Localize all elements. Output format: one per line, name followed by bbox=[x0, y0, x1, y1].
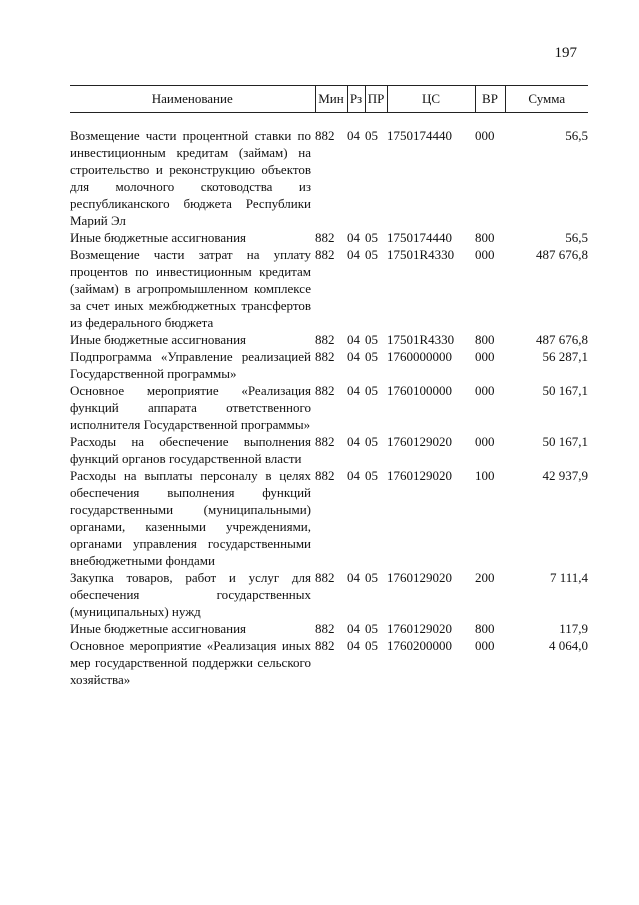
row-rz: 04 bbox=[347, 383, 360, 398]
row-rz: 04 bbox=[347, 468, 360, 483]
row-vr: 800 bbox=[475, 230, 495, 245]
row-name: Закупка товаров, работ и услуг для обеспечения государственных (муниципальных) нужд bbox=[70, 570, 311, 619]
row-pr: 05 bbox=[365, 468, 378, 483]
table-row bbox=[70, 246, 588, 331]
row-sum: 7 111,4 bbox=[549, 570, 588, 585]
row-sum: 487 676,8 bbox=[536, 247, 588, 262]
row-cs: 17501R4330 bbox=[387, 247, 455, 262]
row-vr: 000 bbox=[475, 434, 495, 449]
row-rz: 04 bbox=[347, 349, 360, 364]
header-sum: Сумма bbox=[505, 86, 588, 113]
row-min: 882 bbox=[315, 570, 335, 585]
table-body bbox=[70, 113, 588, 689]
row-vr: 000 bbox=[475, 128, 495, 143]
row-min: 882 bbox=[315, 332, 335, 347]
row-min: 882 bbox=[315, 230, 335, 245]
header-cs: ЦС bbox=[387, 86, 475, 113]
row-pr: 05 bbox=[365, 230, 378, 245]
row-min: 882 bbox=[315, 621, 335, 636]
row-pr: 05 bbox=[365, 570, 378, 585]
row-vr: 800 bbox=[475, 332, 495, 347]
row-min: 882 bbox=[315, 383, 335, 398]
table-row bbox=[70, 637, 588, 688]
row-pr: 05 bbox=[365, 332, 378, 347]
table-header bbox=[70, 86, 588, 113]
table-row bbox=[70, 127, 588, 229]
row-name: Иные бюджетные ассигнования bbox=[70, 332, 247, 347]
row-cs: 17501R4330 bbox=[387, 332, 455, 347]
row-cs: 1750174440 bbox=[387, 230, 452, 245]
row-cs: 1760000000 bbox=[387, 349, 452, 364]
row-cs: 1760129020 bbox=[387, 434, 452, 449]
row-pr: 05 bbox=[365, 128, 378, 143]
row-cs: 1760100000 bbox=[387, 383, 452, 398]
table-row bbox=[70, 382, 588, 433]
row-cs: 1760129020 bbox=[387, 621, 452, 636]
row-min: 882 bbox=[315, 128, 335, 143]
header-name: Наименование bbox=[70, 86, 315, 113]
row-cs: 1760200000 bbox=[387, 638, 452, 653]
row-name: Иные бюджетные ассигнования bbox=[70, 621, 247, 636]
row-pr: 05 bbox=[365, 621, 378, 636]
row-cs: 1750174440 bbox=[387, 128, 452, 143]
row-vr: 000 bbox=[475, 247, 495, 262]
row-rz: 04 bbox=[347, 128, 360, 143]
header-vr: ВР bbox=[475, 86, 505, 113]
row-name: Основное мероприятие «Реализация иных мер государственной поддержки сельского хозяйства» bbox=[70, 638, 311, 687]
row-vr: 200 bbox=[475, 570, 495, 585]
row-vr: 000 bbox=[475, 638, 495, 653]
row-pr: 05 bbox=[365, 434, 378, 449]
row-pr: 05 bbox=[365, 638, 378, 653]
row-name: Возмещение части затрат на уплату процентов по инвестиционным кредитам (займам) в агропромышленном комплексе за счет иных межбюджетных трансфертов из федерального бюджета bbox=[70, 247, 311, 330]
row-vr: 000 bbox=[475, 383, 495, 398]
row-rz: 04 bbox=[347, 570, 360, 585]
header-pr: ПР bbox=[365, 86, 387, 113]
row-min: 882 bbox=[315, 247, 335, 262]
row-sum: 117,9 bbox=[559, 621, 588, 636]
row-rz: 04 bbox=[347, 638, 360, 653]
row-min: 882 bbox=[315, 468, 335, 483]
row-rz: 04 bbox=[347, 434, 360, 449]
row-name: Возмещение части процентной ставки по инвестиционным кредитам (займам) на строительство и реконструкцию объектов для молочного скотоводства из республиканского бюджета Республики Марий Эл bbox=[70, 128, 311, 228]
row-rz: 04 bbox=[347, 247, 360, 262]
row-name: Иные бюджетные ассигнования bbox=[70, 230, 247, 245]
table-row bbox=[70, 331, 588, 348]
row-sum: 50 167,1 bbox=[542, 434, 588, 449]
table-row bbox=[70, 467, 588, 569]
row-cs: 1760129020 bbox=[387, 570, 452, 585]
row-pr: 05 bbox=[365, 247, 378, 262]
budget-table bbox=[70, 85, 588, 688]
row-name: Основное мероприятие «Реализация функций аппарата ответственного исполнителя Государственной программы» bbox=[70, 383, 311, 432]
row-pr: 05 bbox=[365, 383, 378, 398]
row-vr: 000 bbox=[475, 349, 495, 364]
row-sum: 42 937,9 bbox=[542, 468, 588, 483]
header-min: Мин bbox=[315, 86, 347, 113]
row-vr: 100 bbox=[475, 468, 495, 483]
row-vr: 800 bbox=[475, 621, 495, 636]
table-row bbox=[70, 348, 588, 382]
row-rz: 04 bbox=[347, 332, 360, 347]
row-name: Расходы на обеспечение выполнения функций органов государственной власти bbox=[70, 434, 311, 466]
row-cs: 1760129020 bbox=[387, 468, 452, 483]
page-number: 197 bbox=[554, 45, 577, 61]
row-sum: 487 676,8 bbox=[536, 332, 588, 347]
row-sum: 56 287,1 bbox=[542, 349, 588, 364]
row-min: 882 bbox=[315, 434, 335, 449]
row-name: Расходы на выплаты персоналу в целях обеспечения выполнения функций государственными (муниципальными) органами, казенными учреждениями, органами управления государственными внебюджетными фондами bbox=[70, 468, 311, 568]
row-rz: 04 bbox=[347, 230, 360, 245]
row-sum: 4 064,0 bbox=[549, 638, 588, 653]
row-sum: 56,5 bbox=[565, 128, 588, 143]
row-min: 882 bbox=[315, 349, 335, 364]
header-rz: Рз bbox=[347, 86, 365, 113]
table-row bbox=[70, 620, 588, 637]
table-row bbox=[70, 229, 588, 246]
row-min: 882 bbox=[315, 638, 335, 653]
table-row bbox=[70, 433, 588, 467]
table-row bbox=[70, 569, 588, 620]
row-rz: 04 bbox=[347, 621, 360, 636]
row-pr: 05 bbox=[365, 349, 378, 364]
row-sum: 56,5 bbox=[565, 230, 588, 245]
budget-table-container bbox=[70, 85, 588, 688]
row-sum: 50 167,1 bbox=[542, 383, 588, 398]
row-name: Подпрограмма «Управление реализацией Государственной программы» bbox=[70, 349, 311, 381]
